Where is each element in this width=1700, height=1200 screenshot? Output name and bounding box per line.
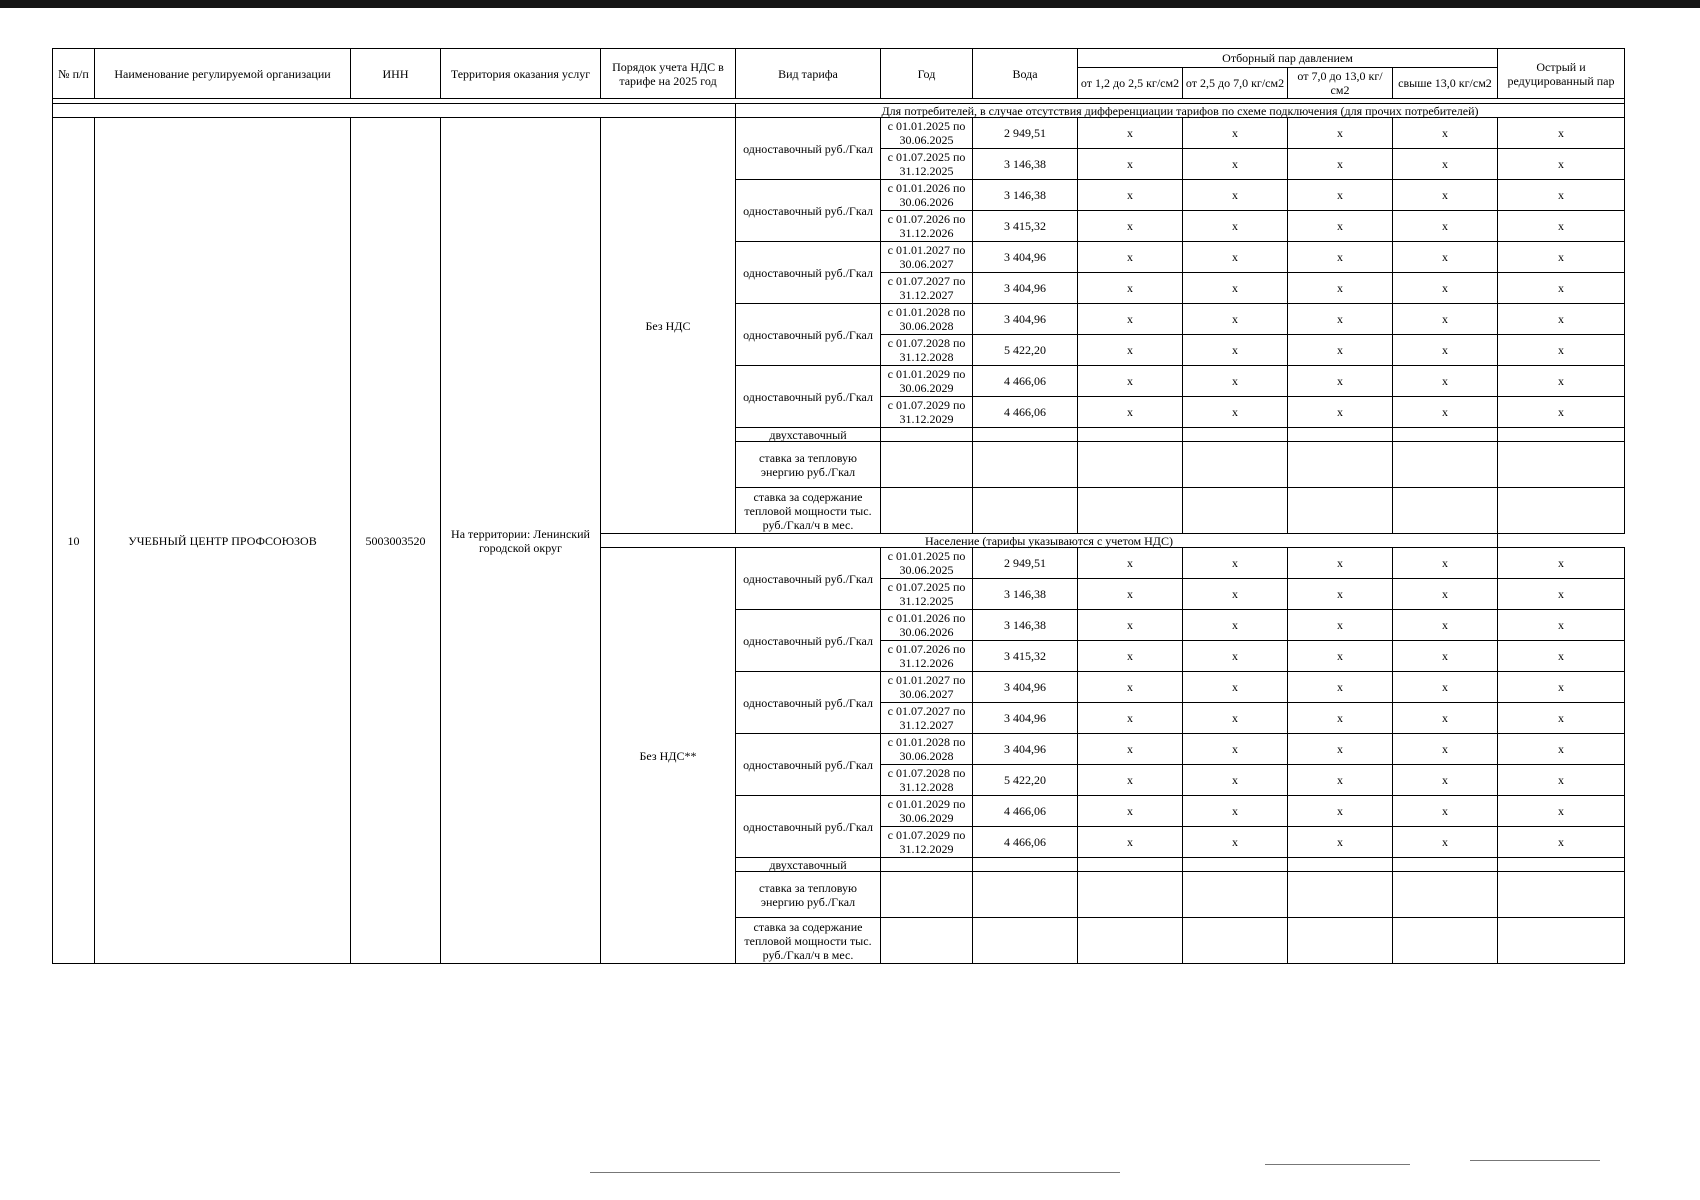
- not-applicable-mark: x: [1183, 827, 1288, 858]
- not-applicable-mark: x: [1393, 765, 1498, 796]
- empty-cell: [881, 428, 973, 442]
- not-applicable-mark: x: [1498, 242, 1625, 273]
- not-applicable-mark: x: [1498, 211, 1625, 242]
- not-applicable-mark: x: [1288, 335, 1393, 366]
- tariff-type-one-rate: одноставочный руб./Гкал: [736, 304, 881, 366]
- water-value: 5 422,20: [973, 335, 1078, 366]
- empty-cell: [973, 428, 1078, 442]
- org-inn: 5003003520: [351, 118, 441, 964]
- empty-cell: [973, 858, 1078, 872]
- not-applicable-mark: x: [1393, 397, 1498, 428]
- vat-order: Без НДС**: [601, 548, 736, 964]
- empty-cell: [1078, 872, 1183, 918]
- period-cell: с 01.07.2027 по 31.12.2027: [881, 703, 973, 734]
- section-header-row: [53, 104, 1625, 118]
- water-value: 3 146,38: [973, 610, 1078, 641]
- empty-cell: [1498, 918, 1625, 964]
- period-cell: с 01.07.2029 по 31.12.2029: [881, 827, 973, 858]
- tariff-type-one-rate: одноставочный руб./Гкал: [736, 366, 881, 428]
- not-applicable-mark: x: [1078, 180, 1183, 211]
- header-steam-2: от 2,5 до 7,0 кг/см2: [1183, 68, 1288, 99]
- period-cell: с 01.07.2026 по 31.12.2026: [881, 641, 973, 672]
- not-applicable-mark: x: [1078, 548, 1183, 579]
- period-cell: с 01.01.2027 по 30.06.2027: [881, 242, 973, 273]
- not-applicable-mark: x: [1288, 304, 1393, 335]
- not-applicable-mark: x: [1498, 703, 1625, 734]
- not-applicable-mark: x: [1288, 118, 1393, 149]
- tariff-type-one-rate: одноставочный руб./Гкал: [736, 610, 881, 672]
- not-applicable-mark: x: [1078, 397, 1183, 428]
- water-value: 5 422,20: [973, 765, 1078, 796]
- not-applicable-mark: x: [1288, 765, 1393, 796]
- header-year: Год: [881, 49, 973, 99]
- empty-cell: [1183, 488, 1288, 534]
- period-cell: с 01.07.2027 по 31.12.2027: [881, 273, 973, 304]
- not-applicable-mark: x: [1288, 734, 1393, 765]
- empty-cell: [1183, 872, 1288, 918]
- tariff-type-two-rate: двухставочный: [736, 858, 881, 872]
- not-applicable-mark: x: [1498, 273, 1625, 304]
- not-applicable-mark: x: [1498, 765, 1625, 796]
- not-applicable-mark: x: [1183, 211, 1288, 242]
- not-applicable-mark: x: [1393, 641, 1498, 672]
- period-cell: с 01.01.2028 по 30.06.2028: [881, 304, 973, 335]
- water-value: 4 466,06: [973, 397, 1078, 428]
- water-value: 4 466,06: [973, 796, 1078, 827]
- header-org: Наименование регулируемой организации: [95, 49, 351, 99]
- empty-cell: [973, 872, 1078, 918]
- not-applicable-mark: x: [1078, 335, 1183, 366]
- tariff-type-one-rate: одноставочный руб./Гкал: [736, 118, 881, 180]
- not-applicable-mark: x: [1078, 703, 1183, 734]
- empty-cell: [1498, 428, 1625, 442]
- tariff-type-one-rate: одноставочный руб./Гкал: [736, 672, 881, 734]
- not-applicable-mark: x: [1498, 734, 1625, 765]
- scan-top-border: [0, 0, 1700, 8]
- not-applicable-mark: x: [1498, 149, 1625, 180]
- scan-artifact: [590, 1172, 1120, 1173]
- water-value: 3 415,32: [973, 641, 1078, 672]
- empty-cell: [1393, 428, 1498, 442]
- period-cell: с 01.01.2027 по 30.06.2027: [881, 672, 973, 703]
- not-applicable-mark: x: [1393, 734, 1498, 765]
- empty-cell: [973, 488, 1078, 534]
- scan-artifact: [1470, 1160, 1600, 1161]
- not-applicable-mark: x: [1393, 548, 1498, 579]
- not-applicable-mark: x: [1183, 548, 1288, 579]
- water-value: 3 404,96: [973, 672, 1078, 703]
- not-applicable-mark: x: [1498, 610, 1625, 641]
- water-value: 2 949,51: [973, 118, 1078, 149]
- not-applicable-mark: x: [1183, 765, 1288, 796]
- period-cell: с 01.07.2028 по 31.12.2028: [881, 335, 973, 366]
- empty-cell: [1498, 858, 1625, 872]
- not-applicable-mark: x: [1183, 304, 1288, 335]
- not-applicable-mark: x: [1288, 672, 1393, 703]
- not-applicable-mark: x: [1078, 579, 1183, 610]
- header-water: Вода: [973, 49, 1078, 99]
- empty-cell: [1078, 858, 1183, 872]
- org-territory: На территории: Ленинский городской округ: [441, 118, 601, 964]
- not-applicable-mark: x: [1498, 397, 1625, 428]
- tariff-type-one-rate: одноставочный руб./Гкал: [736, 548, 881, 610]
- water-value: 3 404,96: [973, 703, 1078, 734]
- header-territory: Территория оказания услуг: [441, 49, 601, 99]
- empty-cell: [1393, 918, 1498, 964]
- empty-cell: [1498, 442, 1625, 488]
- not-applicable-mark: x: [1288, 149, 1393, 180]
- water-value: 3 146,38: [973, 579, 1078, 610]
- not-applicable-mark: x: [1078, 734, 1183, 765]
- empty-cell: [881, 488, 973, 534]
- not-applicable-mark: x: [1183, 796, 1288, 827]
- org-name: УЧЕБНЫЙ ЦЕНТР ПРОФСОЮЗОВ: [95, 118, 351, 964]
- not-applicable-mark: x: [1498, 641, 1625, 672]
- not-applicable-mark: x: [1393, 180, 1498, 211]
- not-applicable-mark: x: [1498, 335, 1625, 366]
- empty-cell: [1393, 442, 1498, 488]
- empty-cell: [973, 442, 1078, 488]
- not-applicable-mark: x: [1078, 827, 1183, 858]
- water-value: 4 466,06: [973, 827, 1078, 858]
- empty-cell: [1078, 442, 1183, 488]
- not-applicable-mark: x: [1498, 672, 1625, 703]
- not-applicable-mark: x: [1288, 211, 1393, 242]
- not-applicable-mark: x: [1183, 397, 1288, 428]
- empty-cell: [1288, 442, 1393, 488]
- not-applicable-mark: x: [1288, 703, 1393, 734]
- capacity-rate-label: ставка за содержание тепловой мощности тыс. руб./Гкал/ч в мес.: [736, 488, 881, 534]
- not-applicable-mark: x: [1498, 180, 1625, 211]
- not-applicable-mark: x: [1183, 149, 1288, 180]
- not-applicable-mark: x: [1498, 366, 1625, 397]
- empty-cell: [1498, 872, 1625, 918]
- tariff-row: [53, 118, 1625, 149]
- not-applicable-mark: x: [1183, 734, 1288, 765]
- tariff-sheet: [52, 48, 1624, 964]
- section-gap: [53, 104, 736, 118]
- not-applicable-mark: x: [1393, 335, 1498, 366]
- not-applicable-mark: x: [1183, 672, 1288, 703]
- not-applicable-mark: x: [1393, 211, 1498, 242]
- not-applicable-mark: x: [1078, 672, 1183, 703]
- period-cell: с 01.01.2029 по 30.06.2029: [881, 796, 973, 827]
- header-sharp-steam: Острый и редуцированный пар: [1498, 49, 1625, 99]
- not-applicable-mark: x: [1288, 827, 1393, 858]
- water-value: 3 404,96: [973, 273, 1078, 304]
- water-value: 4 466,06: [973, 366, 1078, 397]
- period-cell: с 01.01.2026 по 30.06.2026: [881, 180, 973, 211]
- period-cell: с 01.07.2028 по 31.12.2028: [881, 765, 973, 796]
- water-value: 3 146,38: [973, 180, 1078, 211]
- period-cell: с 01.01.2025 по 30.06.2025: [881, 118, 973, 149]
- not-applicable-mark: x: [1393, 366, 1498, 397]
- water-value: 3 404,96: [973, 734, 1078, 765]
- capacity-rate-label: ставка за содержание тепловой мощности тыс. руб./Гкал/ч в мес.: [736, 918, 881, 964]
- empty-cell: [1288, 918, 1393, 964]
- not-applicable-mark: x: [1393, 610, 1498, 641]
- not-applicable-mark: x: [1288, 579, 1393, 610]
- not-applicable-mark: x: [1078, 149, 1183, 180]
- not-applicable-mark: x: [1078, 610, 1183, 641]
- empty-cell: [1288, 858, 1393, 872]
- not-applicable-mark: x: [1498, 548, 1625, 579]
- empty-cell: [881, 872, 973, 918]
- empty-cell: [881, 858, 973, 872]
- empty-cell: [1393, 488, 1498, 534]
- tariff-type-one-rate: одноставочный руб./Гкал: [736, 180, 881, 242]
- not-applicable-mark: x: [1393, 672, 1498, 703]
- not-applicable-mark: x: [1288, 242, 1393, 273]
- not-applicable-mark: x: [1288, 366, 1393, 397]
- empty-cell: [1498, 488, 1625, 534]
- not-applicable-mark: x: [1288, 397, 1393, 428]
- water-value: 3 415,32: [973, 211, 1078, 242]
- org-number: 10: [53, 118, 95, 964]
- not-applicable-mark: x: [1288, 641, 1393, 672]
- not-applicable-mark: x: [1288, 273, 1393, 304]
- not-applicable-mark: x: [1288, 610, 1393, 641]
- empty-cell: [1183, 428, 1288, 442]
- period-cell: с 01.07.2026 по 31.12.2026: [881, 211, 973, 242]
- not-applicable-mark: x: [1183, 118, 1288, 149]
- not-applicable-mark: x: [1393, 242, 1498, 273]
- header-inn: ИНН: [351, 49, 441, 99]
- not-applicable-mark: x: [1393, 273, 1498, 304]
- empty-cell: [881, 442, 973, 488]
- not-applicable-mark: x: [1498, 304, 1625, 335]
- not-applicable-mark: x: [1393, 149, 1498, 180]
- not-applicable-mark: x: [1078, 211, 1183, 242]
- header-num: № п/п: [53, 49, 95, 99]
- empty-cell: [1393, 858, 1498, 872]
- not-applicable-mark: x: [1393, 827, 1498, 858]
- header-steam-4: свыше 13,0 кг/см2: [1393, 68, 1498, 99]
- tariff-type-one-rate: одноставочный руб./Гкал: [736, 796, 881, 858]
- not-applicable-mark: x: [1078, 796, 1183, 827]
- not-applicable-mark: x: [1183, 610, 1288, 641]
- empty-cell: [1183, 442, 1288, 488]
- header-steam-1: от 1,2 до 2,5 кг/см2: [1078, 68, 1183, 99]
- not-applicable-mark: x: [1078, 273, 1183, 304]
- period-cell: с 01.01.2025 по 30.06.2025: [881, 548, 973, 579]
- not-applicable-mark: x: [1183, 579, 1288, 610]
- not-applicable-mark: x: [1183, 703, 1288, 734]
- not-applicable-mark: x: [1183, 273, 1288, 304]
- water-value: 3 404,96: [973, 304, 1078, 335]
- not-applicable-mark: x: [1078, 304, 1183, 335]
- not-applicable-mark: x: [1393, 118, 1498, 149]
- not-applicable-mark: x: [1078, 765, 1183, 796]
- empty-cell: [1078, 488, 1183, 534]
- header-steam-3: от 7,0 до 13,0 кг/см2: [1288, 68, 1393, 99]
- not-applicable-mark: x: [1393, 579, 1498, 610]
- not-applicable-mark: x: [1183, 180, 1288, 211]
- period-cell: с 01.07.2025 по 31.12.2025: [881, 149, 973, 180]
- not-applicable-mark: x: [1288, 180, 1393, 211]
- empty-cell: [1183, 918, 1288, 964]
- not-applicable-mark: x: [1183, 335, 1288, 366]
- vat-order: Без НДС: [601, 118, 736, 534]
- not-applicable-mark: x: [1288, 796, 1393, 827]
- not-applicable-mark: x: [1183, 366, 1288, 397]
- empty-cell: [1393, 872, 1498, 918]
- period-cell: с 01.01.2029 по 30.06.2029: [881, 366, 973, 397]
- empty-cell: [1288, 872, 1393, 918]
- not-applicable-mark: x: [1498, 118, 1625, 149]
- tariff-type-one-rate: одноставочный руб./Гкал: [736, 242, 881, 304]
- period-cell: с 01.07.2029 по 31.12.2029: [881, 397, 973, 428]
- not-applicable-mark: x: [1078, 366, 1183, 397]
- not-applicable-mark: x: [1498, 796, 1625, 827]
- energy-rate-label: ставка за тепловую энергию руб./Гкал: [736, 872, 881, 918]
- not-applicable-mark: x: [1183, 641, 1288, 672]
- tariff-type-two-rate: двухставочный: [736, 428, 881, 442]
- not-applicable-mark: x: [1183, 242, 1288, 273]
- energy-rate-label: ставка за тепловую энергию руб./Гкал: [736, 442, 881, 488]
- not-applicable-mark: x: [1393, 796, 1498, 827]
- water-value: 3 404,96: [973, 242, 1078, 273]
- not-applicable-mark: x: [1498, 827, 1625, 858]
- water-value: 2 949,51: [973, 548, 1078, 579]
- period-cell: с 01.01.2028 по 30.06.2028: [881, 734, 973, 765]
- not-applicable-mark: x: [1288, 548, 1393, 579]
- empty-cell: [1288, 428, 1393, 442]
- section-title: Для потребителей, в случае отсутствия дифференциации тарифов по схеме подключения (для прочих потребителей): [736, 104, 1625, 118]
- not-applicable-mark: x: [1498, 579, 1625, 610]
- empty-cell: [881, 918, 973, 964]
- water-value: 3 146,38: [973, 149, 1078, 180]
- section-title: Население (тарифы указываются с учетом НДС): [601, 534, 1498, 548]
- tariff-type-one-rate: одноставочный руб./Гкал: [736, 734, 881, 796]
- period-cell: с 01.01.2026 по 30.06.2026: [881, 610, 973, 641]
- period-cell: с 01.07.2025 по 31.12.2025: [881, 579, 973, 610]
- empty-cell: [1288, 488, 1393, 534]
- empty-cell: [1183, 858, 1288, 872]
- not-applicable-mark: x: [1078, 641, 1183, 672]
- header-steam-group: Отборный пар давлением: [1078, 49, 1498, 68]
- tariff-table: [52, 48, 1625, 964]
- header-tariff-type: Вид тарифа: [736, 49, 881, 99]
- not-applicable-mark: x: [1393, 703, 1498, 734]
- not-applicable-mark: x: [1078, 242, 1183, 273]
- empty-cell: [973, 918, 1078, 964]
- empty-cell: [1078, 428, 1183, 442]
- not-applicable-mark: x: [1393, 304, 1498, 335]
- header-vat-order: Порядок учета НДС в тарифе на 2025 год: [601, 49, 736, 99]
- empty-cell: [1078, 918, 1183, 964]
- scan-artifact: [1265, 1164, 1410, 1165]
- not-applicable-mark: x: [1078, 118, 1183, 149]
